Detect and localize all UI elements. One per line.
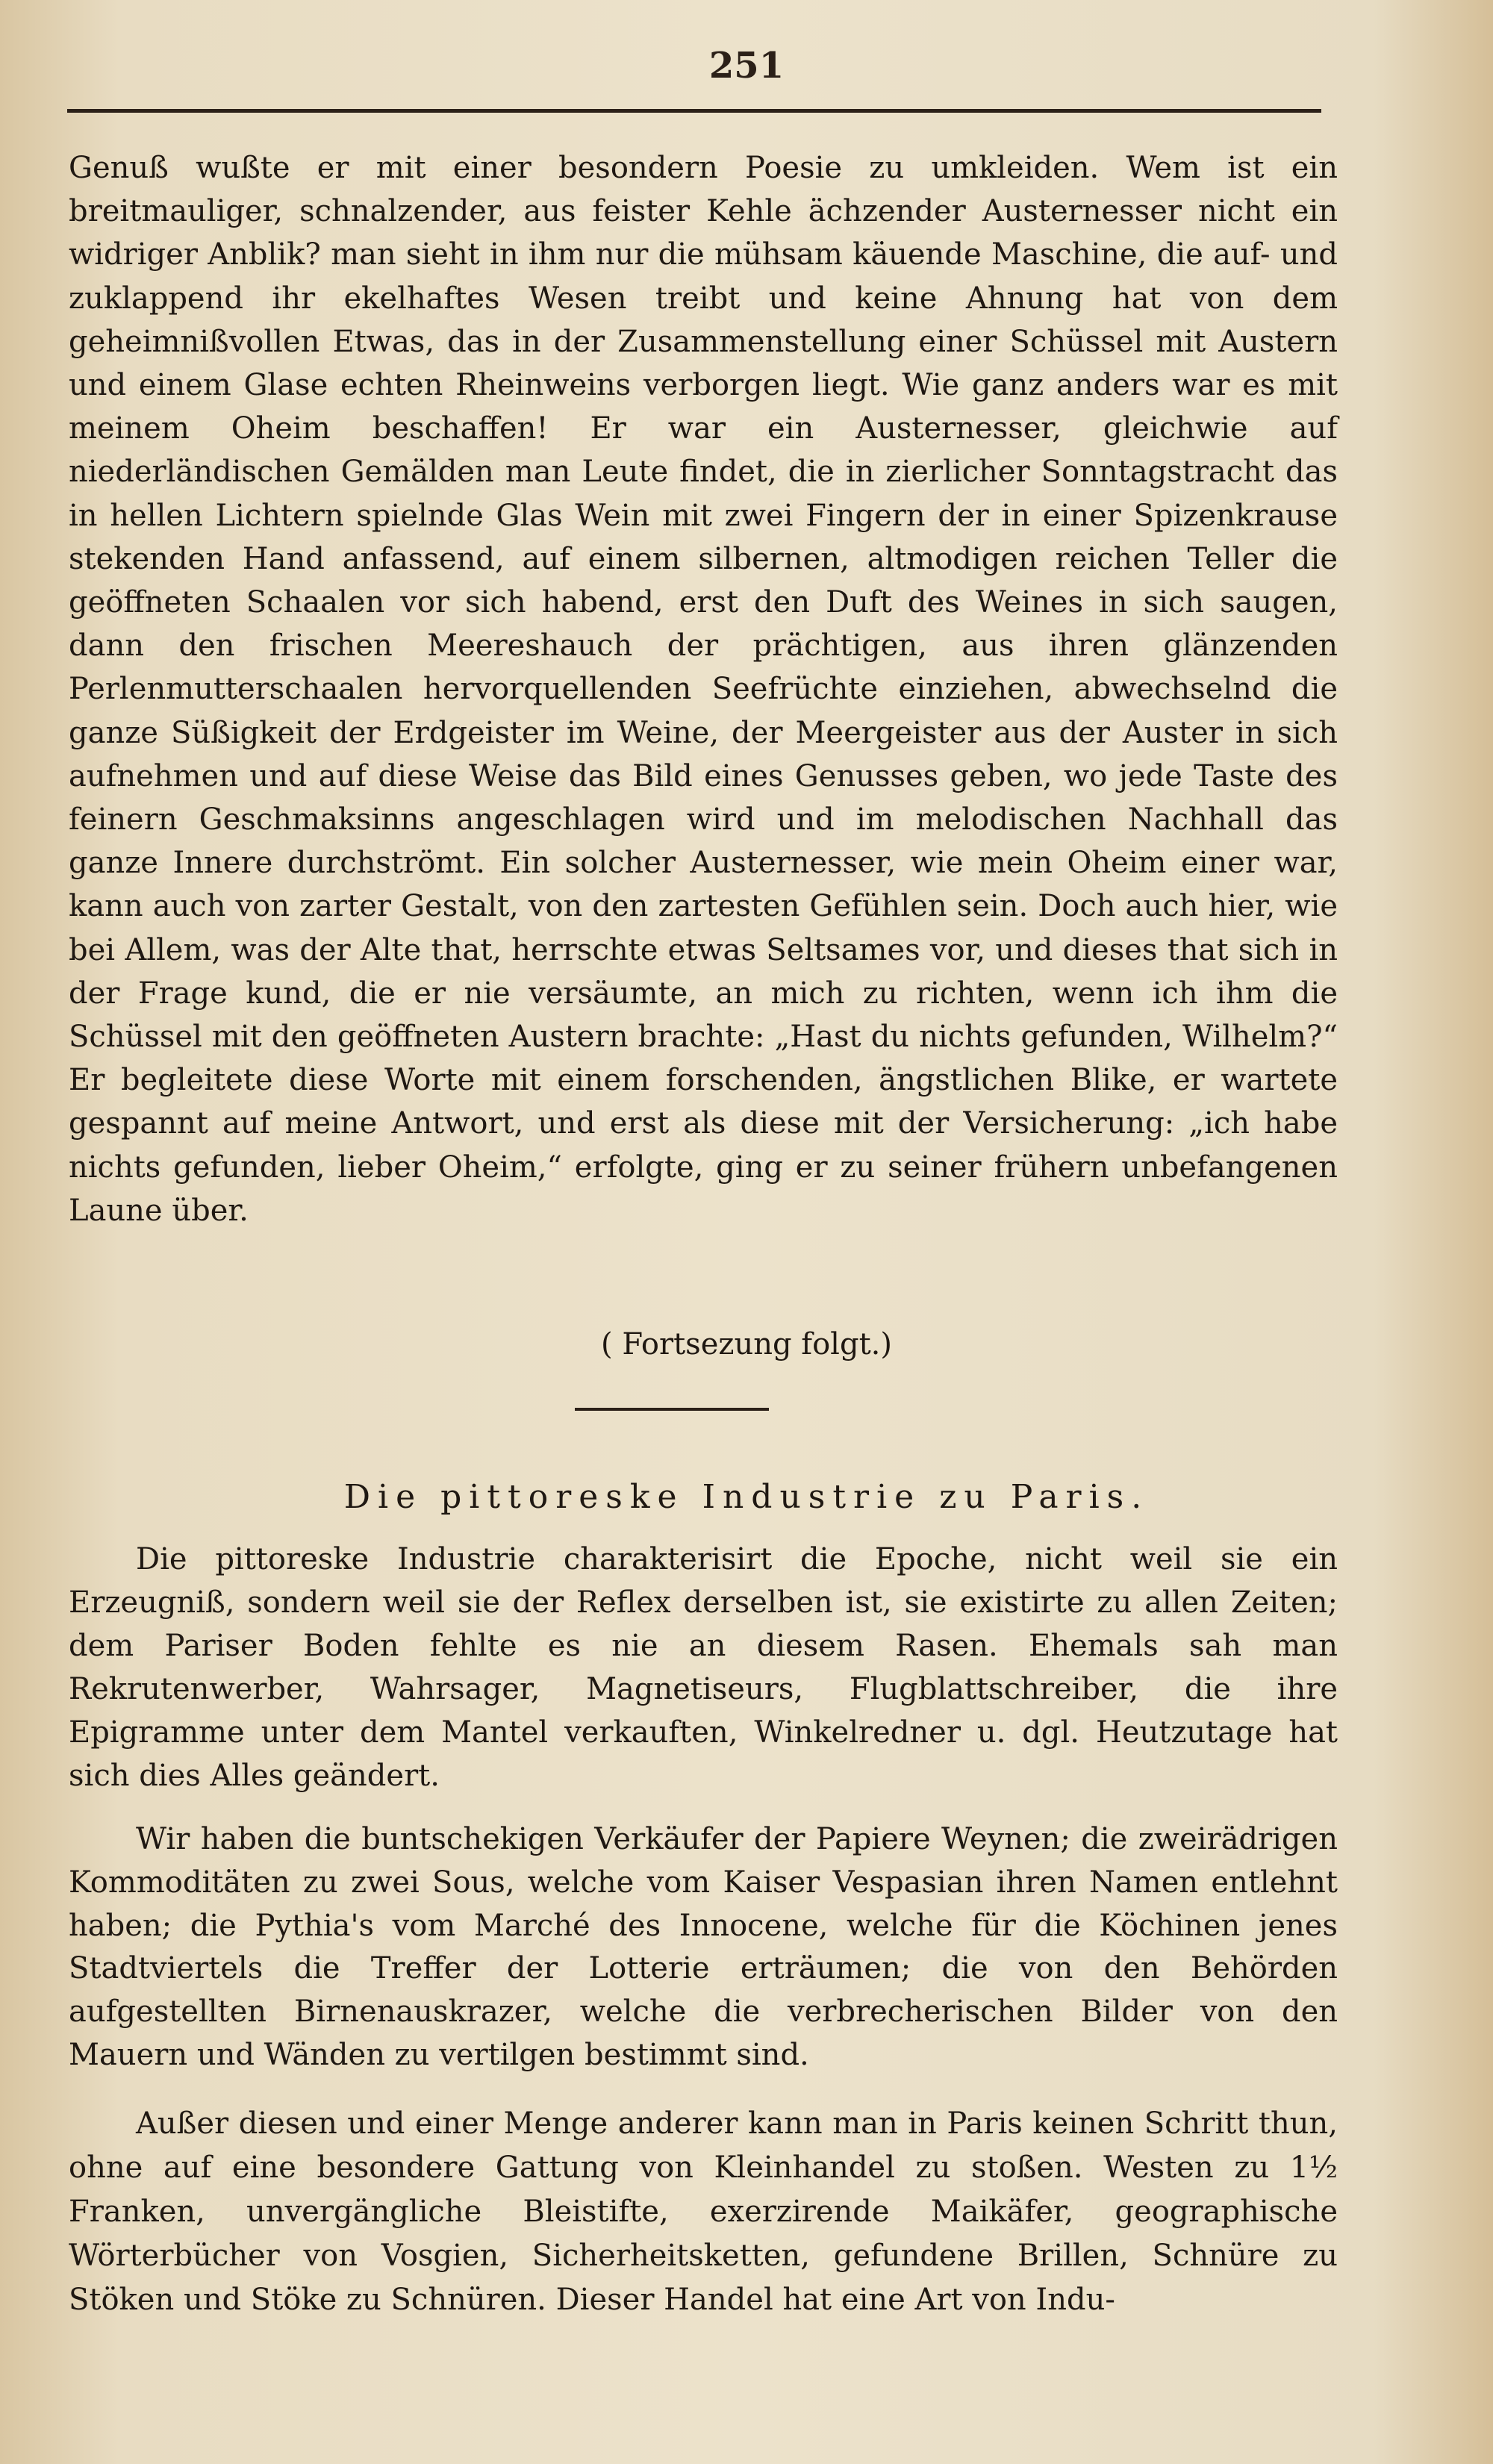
- header-rule: [67, 109, 1321, 113]
- body-paragraph: Außer diesen und einer Menge anderer kann man in Paris keinen Schritt thun, ohne auf eine besondere Gattung von Kleinhandel zu stoßen. Westen zu 1½ Franken, unvergängliche Bleistifte, exerzirende Maikäfer, geographische Wörterbücher von Vosgien, Sicherheitsketten, gefundene Brillen, Schnüre zu Stöken und Stöke zu Schnüren. Dieser Handel hat eine Art von Indu-: [69, 2106, 1338, 2317]
- body-paragraph: Die pittoreske Industrie charakterisirt die Epoche, nicht weil sie ein Erzeugniß, sondern weil sie der Reflex derselben ist, sie existirte zu allen Zeiten; dem Pariser Boden fehlte es nie an diesem Rasen. Ehemals sah man Rekrutenwerber, Wahrsager, Magnetiseurs, Flugblattschreiber, die ihre Epigramme unter dem Mantel verkauften, Winkelredner u. dgl. Heutzutage hat sich dies Alles geändert.: [69, 1542, 1338, 1793]
- section-divider: [575, 1408, 769, 1411]
- body-paragraph: Wir haben die buntschekigen Verkäufer der Papiere Weynen; die zweirädrigen Kommoditäten zu zwei Sous, welche vom Kaiser Vespasian ihren Namen entlehnt haben; die Pythia's vom Marché des Innocene, welche für die Köchinen jenes Stadtviertels die Treffer der Lotterie erträumen; die von den Behörden aufgestellten Birnenauskrazer, welche die verbrecherischen Bilder von den Mauern und Wänden zu vertilgen bestimmt sind.: [69, 1822, 1338, 2072]
- body-paragraph: Genuß wußte er mit einer besondern Poesie zu umkleiden. Wem ist ein breitmauliger, schnalzender, aus feister Kehle ächzender Austernesser nicht ein widriger Anblik? man sieht in ihm nur die mühsam käuende Maschine, die auf- und zuklappend ihr ekelhaftes Wesen treibt und keine Ahnung hat von dem geheimnißvollen Etwas, das in der Zusammenstellung einer Schüssel mit Austern und einem Glase echten Rheinweins verborgen liegt. Wie ganz anders war es mit meinem Oheim beschaffen! Er war ein Austernesser, gleichwie auf niederländischen Gemälden man Leute findet, die in zierlicher Sonntagstracht das in hellen Lichtern spielnde Glas Wein mit zwei Fingern der in einer Spizenkrause stekenden Hand anfassend, auf einem silbernen, altmodigen reichen Teller die geöffneten Schaalen vor sich habend, erst den Duft des Weines in sich saugen, dann den frischen Meereshauch der prächtigen, aus ihren glänzenden Perlenmutterschaalen hervorquellenden Seefrüchte einziehen, abwechselnd die ganze Süßigkeit der Erdgeister im Weine, der Meergeister aus der Auster in sich aufnehmen und auf diese Weise das Bild eines Genusses geben, wo jede Taste des feinern Geschmaksinns angeschlagen wird und im melodischen Nachhall das ganze Innere durchströmt. Ein solcher Austernesser, wie mein Oheim einer war, kann auch von zarter Gestalt, von den zartesten Gefühlen sein. Doch auch hier, wie bei Allem, was der Alte that, herrschte etwas Seltsames vor, und dieses that sich in der Frage kund, die er nie versäumte, an mich zu richten, wenn ich ihm die Schüssel mit den geöffneten Austern brachte: „Hast du nichts gefunden, Wilhelm?“ Er begleitete diese Worte mit einem forschenden, ängstlichen Blike, er wartete gespannt auf meine Antwort, und erst als diese mit der Versicherung: „ich habe nichts gefunden, lieber Oheim,“ erfolgte, ging er zu seiner frühern unbefangenen Laune über.: [69, 151, 1338, 1228]
- article-title: Die pittoreske Industrie zu Paris.: [343, 1478, 1150, 1516]
- page-number: 251: [708, 45, 785, 87]
- continuation-note: ( Fortsezung folgt.): [601, 1327, 892, 1362]
